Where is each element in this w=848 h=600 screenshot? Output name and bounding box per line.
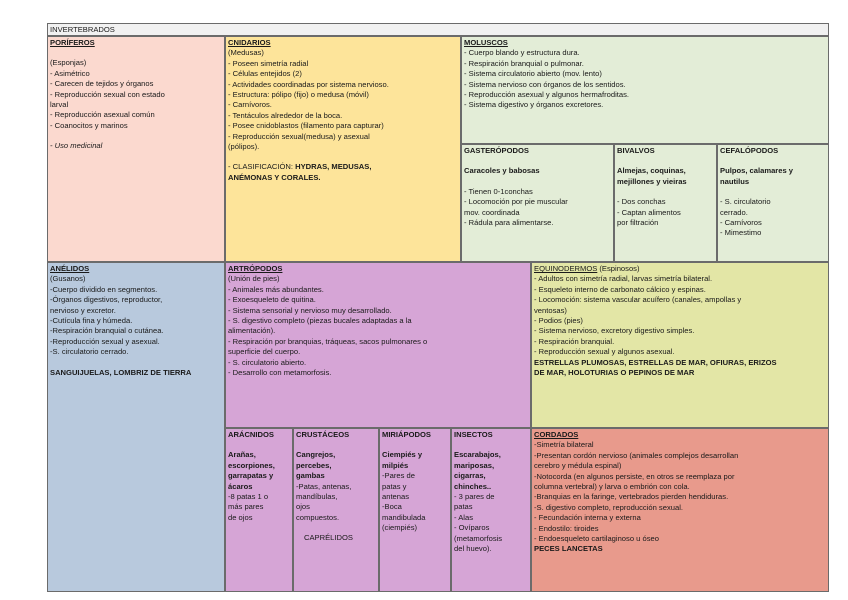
- artropodos-line: - Respiración por branquias, tráqueas, sacos pulmonares o: [228, 336, 428, 346]
- moluscos-line: - Sistema digestivo y órganos excretores.: [464, 100, 604, 110]
- insectos-line: - Ovíparos: [454, 523, 490, 533]
- artropodos-line: - S. circulatorio abierto.: [228, 357, 307, 367]
- cordados-line: - Endostilo: tiroides: [534, 523, 599, 533]
- crustaceos-cell: [293, 428, 379, 592]
- artropodos-line: - Animales más abundantes.: [228, 284, 324, 294]
- cnidarios-cell: [225, 36, 461, 262]
- moluscos-line: - Cuerpo blando y estructura dura.: [464, 48, 580, 58]
- crustaceos-line: mandíbulas,: [296, 492, 338, 502]
- aracnidos-example: Arañas,: [228, 450, 256, 460]
- cnidarios-class-label: - CLASIFICACIÓN:: [228, 162, 296, 172]
- insectos-line: patas: [454, 502, 473, 512]
- equinodermos-line: - Podios (pies): [534, 316, 583, 326]
- bivalvos-example: mejillones y vieiras: [617, 176, 687, 186]
- moluscos-line: - Reproducción asexual y algunos hermafroditas.: [464, 90, 630, 100]
- miriapodos-line: -Boca: [382, 502, 402, 512]
- miriapodos-line: -Pares de: [382, 471, 415, 481]
- insectos-example: mariposas,: [454, 460, 495, 470]
- moluscos-cell: [461, 36, 829, 144]
- anelidos-line: -Cutícula fina y húmeda.: [50, 316, 133, 326]
- moluscos-line: - Sistema nervioso con órganos de los sentidos.: [464, 79, 626, 89]
- artropodos-cell: [225, 262, 531, 428]
- cnidarios-line: - Poseen simetría radial: [228, 58, 309, 68]
- cnidarios-line: (pólipos).: [228, 142, 260, 152]
- miriapodos-line: (ciempiés): [382, 523, 418, 533]
- insectos-cell: [451, 428, 531, 592]
- cefalopodos-example: Pulpos, calamares y: [720, 166, 794, 176]
- table-title-cell: [47, 23, 829, 36]
- cordados-examples: PECES LANCETAS: [534, 544, 603, 554]
- crustaceos-example: percebes,: [296, 460, 332, 470]
- cordados-cell: [531, 428, 829, 592]
- cordados-line: - Fecundación interna y externa: [534, 513, 641, 523]
- cnidarios-class-value: HYDRAS, MEDUSAS,: [295, 162, 372, 172]
- equinodermos-line: - Respiración branquial.: [534, 336, 615, 346]
- cefalopodos-line: - S. circulatorio: [720, 197, 771, 207]
- artropodos-line: (Unión de pies): [228, 274, 280, 284]
- cordados-line: - Endoesqueleto cartilaginoso u óseo: [534, 534, 659, 544]
- cordados-line: -Presentan cordón nervioso (animales complejos desarrollan: [534, 450, 739, 460]
- cnidarios-header: CNIDARIOS: [228, 38, 271, 47]
- anelidos-line: -Respiración branquial o cutánea.: [50, 326, 164, 336]
- poriferos-line: larval: [50, 100, 69, 110]
- cordados-line: columna vertebral) y larva o embrión con cola.: [534, 482, 690, 492]
- gasteropodos-line: mov. coordinada: [464, 207, 520, 217]
- equinodermos-examples: ESTRELLAS PLUMOSAS, ESTRELLAS DE MAR, OFIURAS, ERIZOS: [534, 357, 777, 367]
- anelidos-line: -Reproducción sexual y asexual.: [50, 336, 160, 346]
- miriapodos-cell: [379, 428, 451, 592]
- cnidarios-line: - Posee cnidoblastos (filamento para capturar): [228, 121, 384, 131]
- cnidarios-line: - Reproducción sexual(medusa) y asexual: [228, 131, 370, 141]
- aracnidos-example: ácaros: [228, 481, 253, 491]
- poriferos-line: - Coanocitos y marinos: [50, 120, 128, 130]
- equinodermos-line: - Adultos con simetría radial, larvas simetría bilateral.: [534, 274, 713, 284]
- bivalvos-cell: [614, 144, 717, 262]
- bivalvos-example: Almejas, coquinas,: [617, 166, 686, 176]
- aracnidos-cell: [225, 428, 293, 592]
- crustaceos-line: ojos: [296, 502, 310, 512]
- crustaceos-example: Cangrejos,: [296, 450, 336, 460]
- cefalopodos-header: CEFALÓPODOS: [720, 146, 779, 155]
- equinodermos-header-suffix: (Espinosos): [597, 264, 640, 273]
- poriferos-line: - Reproducción asexual común: [50, 110, 155, 120]
- cordados-line: -Branquias en la faringe, vertebrados pierden hendiduras.: [534, 492, 729, 502]
- anelidos-header: ANÉLIDOS: [50, 264, 90, 273]
- anelidos-examples: SANGUIJUELAS, LOMBRIZ DE TIERRA: [50, 367, 192, 377]
- bivalvos-line: por filtración: [617, 218, 659, 228]
- artropodos-line: - Sistema sensorial y nervioso muy desarrollado.: [228, 305, 392, 315]
- table-title: INVERTEBRADOS: [50, 25, 115, 34]
- miriapodos-header: MIRIÁPODOS: [382, 430, 431, 439]
- poriferos-header: PORÍFEROS: [50, 38, 95, 47]
- artropodos-line: - S. digestivo completo (piezas bucales adaptadas a la: [228, 316, 412, 326]
- poriferos-line: - Asimétrico: [50, 68, 90, 78]
- cordados-line: -Simetría bilateral: [534, 440, 594, 450]
- cnidarios-classification: [228, 162, 458, 172]
- anelidos-line: -Cuerpo dividido en segmentos.: [50, 284, 158, 294]
- aracnidos-line: de ojos: [228, 512, 253, 522]
- poriferos-line: (Esponjas): [50, 58, 87, 68]
- cefalopodos-line: - Carnívoros: [720, 218, 762, 228]
- cordados-line: cerebro y médula espinal): [534, 461, 622, 471]
- artropodos-header: ARTRÓPODOS: [228, 264, 283, 273]
- crustaceos-header: CRUSTÁCEOS: [296, 430, 350, 439]
- aracnidos-example: garrapatas y: [228, 471, 274, 481]
- cordados-line: -Notocorda (en algunos persiste, en otros se reemplaza por: [534, 471, 735, 481]
- gasteropodos-examples: Caracoles y babosas: [464, 166, 540, 176]
- aracnidos-header: ARÁCNIDOS: [228, 430, 274, 439]
- insectos-line: - 3 pares de: [454, 492, 495, 502]
- miriapodos-example: milpiés: [382, 460, 409, 470]
- poriferos-line: - Carecen de tejidos y órganos: [50, 79, 154, 89]
- cordados-header: CORDADOS: [534, 430, 579, 439]
- anelidos-line: -S. circulatorio cerrado.: [50, 347, 129, 357]
- cnidarios-line: - Tentáculos alrededor de la boca.: [228, 110, 343, 120]
- insectos-example: Escarabajos,: [454, 450, 501, 460]
- gasteropodos-header: GASTERÓPODOS: [464, 146, 529, 155]
- gasteropodos-line: - Tienen 0-1conchas: [464, 186, 533, 196]
- cnidarios-line: - Células entejidos (2): [228, 69, 302, 79]
- gasteropodos-cell: [461, 144, 614, 262]
- cnidarios-line: (Medusas): [228, 48, 264, 58]
- insectos-example: cigarras,: [454, 471, 486, 481]
- crustaceos-line: -Patas, antenas,: [296, 481, 352, 491]
- poriferos-line: - Reproducción sexual con estado: [50, 89, 165, 99]
- moluscos-line: - Sistema circulatorio abierto (mov. lento): [464, 69, 602, 79]
- aracnidos-line: más pares: [228, 502, 264, 512]
- artropodos-line: superficie del cuerpo.: [228, 347, 301, 357]
- equinodermos-line: - Esqueleto interno de carbonato cálcico y espinas.: [534, 284, 706, 294]
- cefalopodos-line: - Mimestimo: [720, 228, 762, 238]
- poriferos-cell: [47, 36, 225, 262]
- insectos-example: chinches..: [454, 481, 492, 491]
- anelidos-line: nervioso y excretor.: [50, 305, 116, 315]
- crustaceos-line: compuestos.: [296, 512, 340, 522]
- artropodos-line: alimentación).: [228, 326, 276, 336]
- equinodermos-line: - Reproducción sexual y algunos asexual.: [534, 347, 675, 357]
- moluscos-header: MOLUSCOS: [464, 38, 508, 47]
- insectos-line: del huevo).: [454, 544, 492, 554]
- artropodos-line: - Desarrollo con metamorfosis.: [228, 368, 332, 378]
- moluscos-line: - Respiración branquial o pulmonar.: [464, 58, 584, 68]
- cnidarios-line: - Actividades coordinadas por sistema nervioso.: [228, 79, 389, 89]
- cnidarios-line: - Estructura: pólipo (fijo) o medusa (móvil): [228, 90, 369, 100]
- miriapodos-example: Ciempiés y: [382, 450, 423, 460]
- equinodermos-examples: DE MAR, HOLOTURIAS O PEPINOS DE MAR: [534, 368, 695, 378]
- anelidos-line: (Gusanos): [50, 274, 86, 284]
- equinodermos-cell: [531, 262, 829, 428]
- insectos-line: (metamorfosis: [454, 533, 503, 543]
- cefalopodos-cell: [717, 144, 829, 262]
- equinodermos-header: EQUINODERMOS: [534, 264, 598, 273]
- crustaceos-extra: CAPRÉLIDOS: [304, 533, 353, 543]
- cefalopodos-line: cerrado.: [720, 207, 748, 217]
- equinodermos-line: - Locomoción: sistema vascular acuífero (canales, ampollas y: [534, 295, 742, 305]
- aracnidos-line: -8 patas 1 o: [228, 492, 269, 502]
- gasteropodos-line: - Locomoción por pie muscular: [464, 197, 568, 207]
- cnidarios-line: - Carnívoros.: [228, 100, 272, 110]
- insectos-header: INSECTOS: [454, 430, 493, 439]
- bivalvos-line: - Captan alimentos: [617, 207, 681, 217]
- poriferos-note: - Uso medicinal: [50, 141, 103, 151]
- gasteropodos-line: - Rádula para alimentarse.: [464, 218, 554, 228]
- insectos-line: - Alas: [454, 512, 473, 522]
- bivalvos-line: - Dos conchas: [617, 197, 666, 207]
- miriapodos-line: patas y: [382, 481, 407, 491]
- anelidos-cell: [47, 262, 225, 592]
- aracnidos-example: escorpiones,: [228, 460, 275, 470]
- equinodermos-header-row: [534, 264, 826, 274]
- cnidarios-class-value-2: ANÉMONAS Y CORALES.: [228, 172, 321, 182]
- cordados-line: -S. digestivo completo, reproducción sexual.: [534, 502, 683, 512]
- equinodermos-line: - Sistema nervioso, excretory digestivo simples.: [534, 326, 695, 336]
- equinodermos-line: ventosas): [534, 305, 567, 315]
- anelidos-line: -Órganos digestivos, reproductor,: [50, 295, 163, 305]
- cefalopodos-example: nautilus: [720, 176, 750, 186]
- artropodos-line: - Exoesqueleto de quitina.: [228, 295, 316, 305]
- bivalvos-header: BIVALVOS: [617, 146, 655, 155]
- miriapodos-line: mandibulada: [382, 512, 426, 522]
- crustaceos-example: gambas: [296, 471, 325, 481]
- miriapodos-line: antenas: [382, 492, 410, 502]
